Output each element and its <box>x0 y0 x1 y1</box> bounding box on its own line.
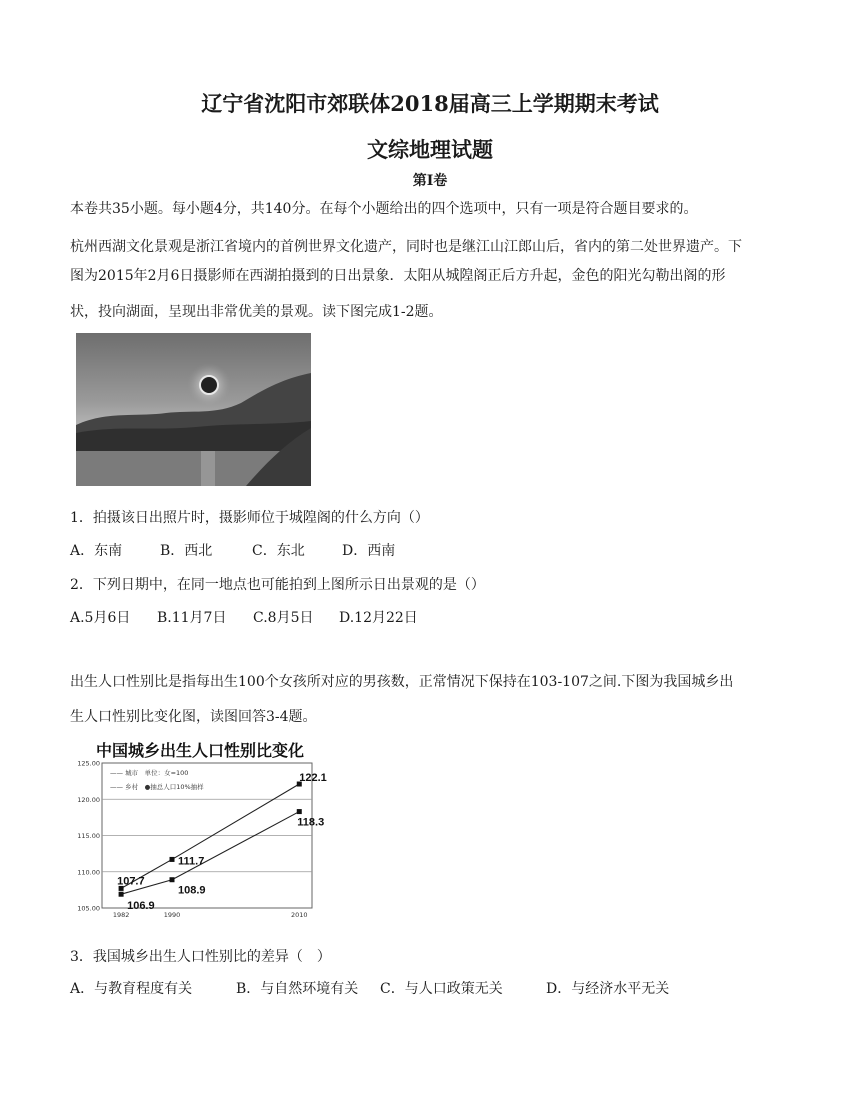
y-tick-label: 125.00 <box>77 759 100 768</box>
q3-option-d[interactable]: D．与经济水平无关 <box>546 981 670 997</box>
legend-urban: —— 城市 单位：女=100 <box>110 769 189 777</box>
sunrise-photo <box>76 333 311 486</box>
q2-option-c[interactable]: C.8月5日 <box>253 610 314 626</box>
q3-option-b[interactable]: B．与自然环境有关 <box>236 981 359 997</box>
q2-option-d[interactable]: D.12月22日 <box>339 610 418 626</box>
q3-option-c[interactable]: C．与人口政策无关 <box>380 981 503 997</box>
y-tick-label: 115.00 <box>77 832 100 840</box>
data-point <box>119 892 124 897</box>
y-tick-label: 120.00 <box>77 795 100 804</box>
series-line-rural <box>121 784 299 888</box>
passage1-line3: 状，投向湖面，呈现出非常优美的景观。读下图完成1-2题。 <box>70 304 443 320</box>
y-tick-label: 110.00 <box>77 868 100 877</box>
question-2: 2．下列日期中，在同一地点也可能拍到上图所示日出景观的是（） <box>70 577 485 593</box>
x-tick-label: 1982 <box>112 911 130 919</box>
q2-option-a[interactable]: A.5月6日 <box>70 610 131 626</box>
passage2-line2: 生人口性别比变化图，读图回答3-4题。 <box>70 709 317 725</box>
passage1-line2: 图为2015年2月6日摄影师在西湖拍摄到的日出景象．太阳从城隍阁正后方升起，金色的阳光勾勒出阁的形 <box>70 268 726 284</box>
data-label: 106.9 <box>127 900 155 913</box>
series-line-urban <box>121 812 299 895</box>
data-label: 108.9 <box>178 884 206 897</box>
question-1: 1．拍摄该日出照片时，摄影师位于城隍阁的什么方向（） <box>70 510 429 526</box>
data-point <box>170 877 175 882</box>
paper-title: 辽宁省沈阳市郊联体2018届高三上学期期末考试 <box>201 91 659 116</box>
data-label: 122.1 <box>299 772 327 785</box>
legend-rural: —— 乡村 ●抽总人口10%抽样 <box>110 783 204 791</box>
data-label: 107.7 <box>117 875 145 888</box>
data-label: 118.3 <box>297 816 325 829</box>
question-3: 3．我国城乡出生人口性别比的差异（ ） <box>70 949 331 965</box>
y-tick-label: 105.00 <box>77 904 100 913</box>
instructions: 本卷共35小题。每小题4分，共140分。在每个小题给出的四个选项中，只有一项是符合题目要求的。 <box>70 201 698 217</box>
sex-ratio-chart <box>70 735 330 920</box>
q2-option-b[interactable]: B.11月7日 <box>157 610 227 626</box>
passage2-line1: 出生人口性别比是指每出生100个女孩所对应的男孩数，正常情况下保持在103-107之间.下图为我国城乡出 <box>70 674 734 690</box>
data-point <box>297 809 302 814</box>
q1-option-a[interactable]: A．东南 <box>70 543 123 559</box>
x-tick-label: 1990 <box>163 911 181 919</box>
data-point <box>170 857 175 862</box>
q1-option-d[interactable]: D．西南 <box>342 543 396 559</box>
q3-option-a[interactable]: A．与教育程度有关 <box>70 981 193 997</box>
x-tick-label: 2010 <box>290 911 308 919</box>
data-label: 111.7 <box>178 855 205 868</box>
chart-title: 中国城乡出生人口性别比变化 <box>96 743 305 760</box>
passage1-line1: 杭州西湖文化景观是浙江省境内的首例世界文化遗产，同时也是继江山江郎山后，省内的第二处世界遗产。下 <box>70 239 742 255</box>
q1-option-b[interactable]: B．西北 <box>160 543 213 559</box>
q1-option-c[interactable]: C．东北 <box>252 543 305 559</box>
section-label: 第I卷 <box>412 173 448 189</box>
paper-subtitle: 文综地理试题 <box>367 137 493 162</box>
